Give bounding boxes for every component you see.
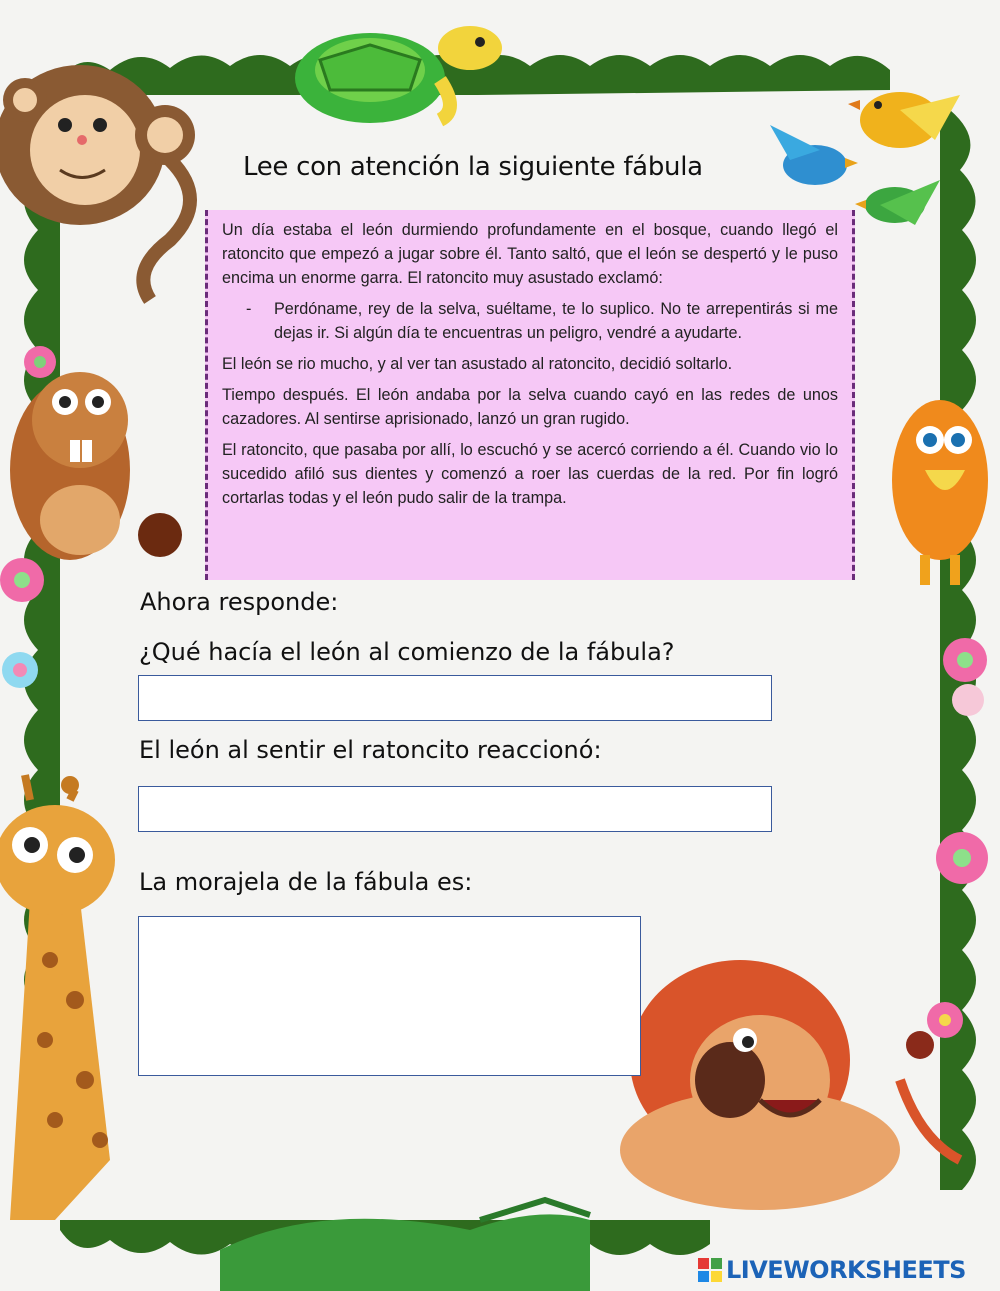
question-3-label: La morajela de la fábula es: [139,868,473,896]
answer-3-textarea[interactable] [138,916,641,1076]
questions-prompt: Ahora responde: [140,588,339,616]
answer-2-input[interactable] [138,786,772,832]
answer-1-input[interactable] [138,675,772,721]
question-2-label: El león al sentir el ratoncito reaccionó: [139,736,602,764]
story-paragraph: Tiempo después. El león andaba por la selva cuando cayó en las redes de unos cazadores. Al sentirse aprisionado, lanzó un gran rugido. [222,386,838,428]
fable-text-box [205,210,855,580]
liveworksheets-logo-icon [698,1258,722,1282]
worksheet-title: Lee con atención la siguiente fábula [243,152,703,182]
question-1-label: ¿Qué hacía el león al comienzo de la fábula? [139,638,675,666]
dialog-dash: - [246,300,252,318]
brand-text: LIVEWORKSHEETS [726,1256,966,1284]
story-dialog [222,297,838,345]
story-paragraph: El león se rio mucho, y al ver tan asustado al ratoncito, decidió soltarlo. [222,355,733,373]
dialog-text: Perdóname, rey de la selva, suéltame, te lo suplico. No te arrepentirás si me dejas ir. Si algún día te encuentras un peligro, vendré a ayudarte. [274,300,838,342]
story-paragraph: Un día estaba el león durmiendo profundamente en el bosque, cuando llegó el ratoncito que empezó a jugar sobre él. Tanto saltó, que el león se despertó y le puso encima un enorme garra. El ratoncito muy asustado exclamó: [222,221,838,287]
liveworksheets-logo [698,1256,966,1284]
story-paragraph: El ratoncito, que pasaba por allí, lo escuchó y se acercó corriendo a él. Cuando vio lo sucedido afiló sus dientes y comenzó a roer las cuerdas de la red. Por fin logró cortarlas todas y el león pudo salir de la trampa. [222,441,838,507]
